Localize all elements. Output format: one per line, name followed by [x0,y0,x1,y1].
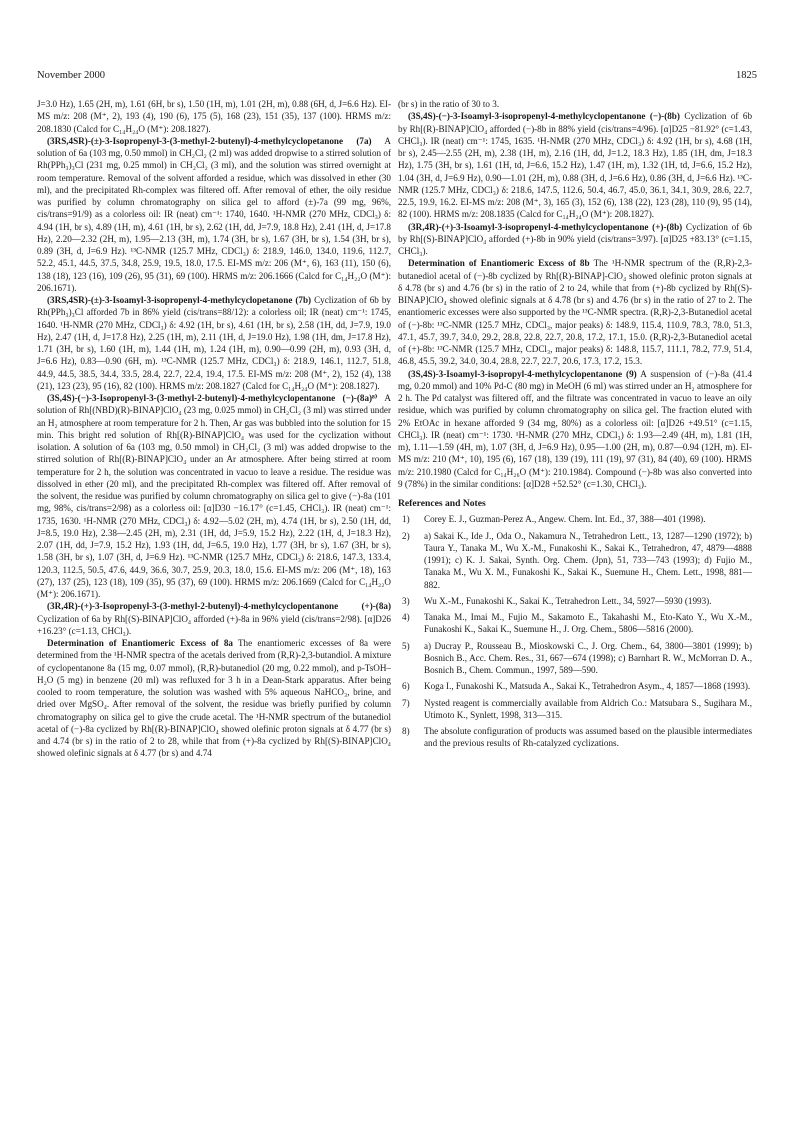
reference-number: 1) [402,514,410,525]
compound-heading: (3S,4S)-(−)-3-Isopropenyl-3-(3-methyl-2-butenyl)-4-methylcyclopentanone (−)-(8a)⁸⁾ [47,393,378,403]
left-column [37,98,391,760]
paragraph-text: Cyclization of 6a by Rh[(S)-BINAP]ClO₄ afforded (+)-8a in 96% yield (cis/trans=2/98). [α]D26 +16.23° (c=1.13, CHCl₃). [37,613,391,636]
reference-text: The absolute configuration of products was assumed based on the plausible intermediates and the previous results of Rh-catalyzed cyclizations. [424,726,752,749]
reference-number: 3) [402,595,410,606]
paragraph-text: Cyclization of 6b by Rh(PPh₃)₃Cl afforded 7b in 86% yield (cis/trans=88/12): a colorless oil; IR (neat) cm⁻¹: 1745, 1640. ¹H-NMR (270 MHz, CDCl₃) δ: 4.92 (1H, br s), 4.61 (1H, br s), 2.58 (1H, dd, J=7.9, 19.0 Hz), 2.47 (1H, d, J=17.8 Hz), 2.25 (1H, m), 2.11 (1H, d, J=19.0 Hz), 1.98 (1H, dm, J=17.8 Hz), 1.71 (3H, br s), 1.60 (1H, m), 1.44 (1H, m), 1.24 (1H, m), 0.90—0.99 (2H, m), 0.93 (3H, d, J=6.6 Hz), 0.83—0.90 (6H, m). ¹³C-NMR (125.7 MHz, CDCl₃) δ: 218.9, 146.1, 112.7, 51.8, 44.9, 44.5, 38.5, 34.4, 33.5, 28.4, 22.7, 22.4, 19.4, 17.5. EI-MS m/z: 208 (M⁺, 2), 152 (4), 138 (21), 123 (23), 95 (16), 82 (100). HRMS m/z: 208.1827 (Calcd for C₁₄H₂₄O (M⁺): 208.1827). [37,295,391,391]
paragraph-text: Cyclization of 6b by Rh[(S)-BINAP]ClO₄ afforded (+)-8b in 90% yield (cis/trans=3/97). [α]D25 +83.13° (c=1.15, CHCl₃). [398,221,752,256]
paragraph-text: A solution of 6a (103 mg, 0.50 mmol) in CH₂Cl₂ (2 ml) was added dropwise to a stirred solution of Rh(PPh₃)₃Cl (231 mg, 0.25 mmol) in CH₂Cl₂ (3 ml), and the solution was stirred overnight at room temperature. Removal of the solvent afforded a residue, which was dissolved in ether (30 ml), and the precipitated Rh-complex was filtered off. After removal of ether, the oily residue was purified by column chromatography on silica gel to afford (±)-7a (99 mg, 96%, cis/trans=91/9) as a colorless oil: IR (neat) cm⁻¹: 1740, 1640. ¹H-NMR (270 MHz, CDCl₃) δ: 4.94 (1H, br s), 4.89 (1H, m), 4.61 (1H, br s), 2.62 (1H, dd, J=7.9, 18.8 Hz), 2.41 (1H, d, J=17.8 Hz), 2.20—2.32 (2H, m), 1.95—2.13 (3H, m), 1.74 (3H, br s), 1.67 (3H, br s), 1.54 (3H, br s), 0.89 (3H, d, J=6.9 Hz). ¹³C-NMR (125.7 MHz, CDCl₃) δ: 218.9, 146.0, 134.0, 119.6, 112.7, 52.2, 45.1, 44.5, 37.5, 34.8, 25.9, 19.5, 18.0, 17.5. EI-MS m/z: 206 (M⁺, 6), 163 (11), 150 (6), 138 (18), 123 (16), 109 (26), 95 (31), 69 (100). HRMS m/z: 206.1666 (Calcd for C₁₄H₂₂O (M⁺): 206.1671). [37,135,391,293]
right-column [398,98,752,754]
paragraph-continuation [398,98,752,110]
reference-item [398,513,752,525]
compound-plus-8b-paragraph [398,221,752,258]
reference-item [398,725,752,750]
reference-item [398,697,752,722]
paragraph-text: The ¹H-NMR spectrum of the (R,R)-2,3-butanediol acetal of (−)-8b cyclized by Rh[(R)-BINAP]-ClO₄ showed olefinic proton signals at δ 4.78 (br s) and 4.76 (br s) in the ratio of 2 to 24, while that from (+)-8b cyclized by Rh[(S)-BINAP]ClO₄ showed olefinic signals at δ 4.78 (br s) and 4.76 (br s) in the ratio of 27 to 2. The enantiomeric excesses were also supported by the ¹³C-NMR spectra. (R,R)-2,3-Butanediol acetal of (−)-8b: ¹³C-NMR (125.7 MHz, CDCl₃, major peaks) δ: 148.9, 115.4, 110.9, 78.3, 78.0, 51.3, 47.1, 45.7, 39.7, 34.0, 29.2, 28.8, 22.8, 22.7, 20.8, 17.2, 17.1, 15.0. (R,R)-2,3-Butanediol acetal of (+)-8b: ¹³C-NMR (125.7 MHz, CDCl₃, major peaks) δ: 148.8, 115.7, 111.1, 78.2, 77.9, 51.4, 46.8, 45.5, 39.2, 34.0, 30.4, 28.8, 22.7, 22.7, 20.6, 17.3, 17.2, 15.3. [398,258,752,367]
reference-number: 7) [402,697,410,708]
reference-text: Tanaka M., Imai M., Fujio M., Sakamoto E., Takahashi M., Eto-Kato Y., Wu X.-M., Funakoshi K., Sakai K., Suemune H., J. Org. Chem., 5806—5816 (2000). [424,612,752,635]
reference-text: a) Ducray P., Rousseau B., Mioskowski C., J. Org. Chem., 64, 3800—3801 (1999); b) Bosnich B., Acc. Chem. Res., 31, 667—674 (1998); c) Barnhart R. W., McMorran D. A., Bosnich B., Chem. Commun., 1997, 589—590. [424,640,752,675]
section-heading: Determination of Enantiomeric Excess of 8a [47,638,233,648]
reference-item [398,530,752,591]
page-number: 1825 [736,70,757,81]
compound-heading: (3S,4S)-(−)-3-Isoamyl-3-isopropenyl-4-methylcyclopentanone (−)-(8b) [408,111,680,122]
reference-text: Wu X.-M., Funakoshi K., Sakai K., Tetrahedron Lett., 34, 5927—5930 (1993). [424,595,712,606]
ee-8a-paragraph [37,637,391,760]
paragraph-continuation [37,98,391,135]
paragraph-text: J=3.0 Hz), 1.65 (2H, m), 1.61 (6H, br s), 1.50 (1H, m), 1.01 (2H, m), 0.88 (6H, d, J=6.6 Hz). EI-MS m/z: 208 (M⁺, 2), 193 (4), 190 (6), 175 (5), 168 (23), 151 (35), 137 (100). HRMS m/z: 208.1830 (Calcd for C₁₄H₂₄O (M⁺): 208.1827). [37,99,391,134]
paragraph-text: (br s) in the ratio of 30 to 3. [398,99,500,109]
compound-minus-8a-paragraph [37,392,391,600]
reference-number: 4) [402,612,410,622]
compound-7b-paragraph [37,294,391,392]
reference-number: 2) [402,530,410,541]
compound-heading: (3S,4S)-3-Isoamyl-3-isopropyl-4-methylcyclopentanone (9) [408,368,637,379]
reference-item [398,611,752,636]
reference-item [398,595,752,607]
reference-number: 5) [402,640,410,651]
paragraph-text: The enantiomeric excesses of 8a were determined from the ¹H-NMR spectra of the acetals derived from (R,R)-2,3-butandiol. A mixture of cyclopentanone 8a (15 mg, 0.07 mmol), (R,R)-butanediol (20 mg, 0.22 mmol), and p-TsOH–H₂O (5 mg) in benzene (20 ml) was refluxed for 3 h in a Dean-Stark apparatus. After being cooled to room temperature, the solution was washed with 5% aqueous NaHCO₃, brine, and dried over MgSO₄. After removal of the solvent, the residue was briefly purified by column chromatography on silica gel to give the crude acetal. The ¹H-NMR spectrum of the butanediol acetal of (−)-8a cyclized by Rh[(R)-BINAP]ClO₄ showed olefinic proton signals at δ 4.77 (br s) and 4.74 (br s) in the ratio of 2 to 28, while that from (+)-8a cyclized by Rh[(S)-BINAP]ClO₄ showed olefinic signals at δ 4.77 (br s) and 4.74 [37,638,391,759]
compound-heading: (3R,4R)-(+)-3-Isoamyl-3-isopropenyl-4-methylcyclopentanone (+)-(8b) [408,221,683,232]
paragraph-text: A suspension of (−)-8a (41.4 mg, 0.20 mmol) and 10% Pd-C (80 mg) in MeOH (6 ml) was stirred under an H₂ atmosphere for 2 h. The Pd catalyst was filtered off, and the filtrate was concentrated in vacuo to leave an oily residue, which was purified by column chromatography on silica gel. The fraction eluted with 2% EtOAc in hexane afforded 9 (34 mg, 80%) as a colorless oil: [α]D26 +49.51° (c=1.15, CHCl₃). IR (neat) cm⁻¹: 1730. ¹H-NMR (270 MHz, CDCl₃) δ: 1.93—2.49 (4H, m), 1.81 (1H, m), 1.11—1.59 (4H, m), 1.07 (3H, d, J=6.9 Hz), 0.95—1.00 (2H, m), 0.87—0.94 (12H, m). EI-MS m/z: 210 (M⁺, 10), 195 (6), 167 (18), 139 (19), 111 (19), 97 (31), 84 (40), 69 (100). HRMS m/z: 210.1980 (Calcd for C₁₄H₂₆O (M⁺): 210.1984). Compound (−)-8b was also converted into 9 (78%) in the similar conditions: [α]D28 +52.52° (c=1.30, CHCl₃). [398,368,753,489]
reference-number: 6) [402,681,410,692]
compound-heading: (3RS,4SR)-(±)-3-Isopropenyl-3-(3-methyl-2-butenyl)-4-methylcyclopetanone (7a) [47,135,372,146]
compound-9-paragraph [398,368,752,491]
page-header [37,70,757,84]
references-list [398,513,752,749]
compound-minus-8b-paragraph [398,110,752,220]
section-heading: Determination of Enantiomeric Excess of 8b [408,258,590,269]
paragraph-text: A solution of Rh[(NBD)(R)-BINAP]ClO₄ (23 mg, 0.025 mmol) in CH₂Cl₂ (3 ml) was stirred under an H₂ atmosphere at room temperature for 2 h. Then, Ar gas was bubbled into the solution for 15 min. This bright red solution of Rh[(R)-BINAP]ClO₄ was used for the cyclization without isolation. A solution of 6a (103 mg, 0.50 mmol) in CH₂Cl₂ (3 ml) was added dropwise to the stirred solution of Rh[(R)-BINAP]ClO₄ under an Ar atmosphere. After being stirred at room temperature for 2 h, the solution was concentrated in vacuo to leave a residue. The residue was dissolved in ether (20 ml), and the precipitated Rh-complex was filtered off. After removal of the solvent, the residue was purified by column chromatography on silica gel to give (−)-8a (101 mg, 98%, cis/trans=2/98) as a colorless oil: [α]D30 −16.17° (c=1.45, CHCl₃). IR (neat) cm⁻¹: 1735, 1630. ¹H-NMR (270 MHz, CDCl₃) δ: 4.92—5.02 (2H, m), 4.74 (1H, br s), 2.50 (1H, dd, J=8.5, 19.0 Hz), 2.38—2.45 (2H, m), 2.31 (1H, dd, J=5.9, 15.2 Hz), 2.22 (1H, d, J=18.3 Hz), 2.07 (1H, dd, J=7.9, 15.2 Hz), 1.93 (1H, dd, J=6.5, 19.0 Hz), 1.77 (3H, br s), 1.67 (3H, br s), 1.58 (3H, br s), 1.07 (3H, d, J=6.9 Hz). ¹³C-NMR (125.7 MHz, CDCl₃) δ: 218.6, 147.3, 133.4, 120.3, 112.5, 50.5, 47.6, 44.9, 36.6, 30.7, 25.9, 20.3, 18.0, 15.6. EI-MS m/z: 206 (M⁺, 18), 163 (27), 137 (25), 123 (18), 109 (35), 95 (37), 69 (100). HRMS m/z: 206.1669 (Calcd for C₁₄H₂₂O (M⁺): 206.1671). [37,393,392,599]
references-heading: References and Notes [398,498,486,509]
compound-7a-paragraph [37,135,391,294]
reference-item [398,640,752,677]
paragraph-text: Cyclization of 6b by Rh[(R)-BINAP]ClO₄ afforded (−)-8b in 88% yield (cis/trans=4/96). [α]D25 −81.92° (c=1.43, CHCl₃). IR (neat) cm⁻¹: 1745, 1635. ¹H-NMR (270 MHz, CDCl₃) δ: 4.92 (1H, br s), 4.68 (1H, br s), 2.45—2.55 (2H, m), 2.38 (1H, m), 2.16 (1H, dd, J=1.2, 18.3 Hz), 1.85 (1H, dm, J=18.3 Hz), 1.75 (3H, br s), 1.61 (1H, td, J=6.6, 15.2 Hz), 1.47 (1H, m), 1.32 (1H, td, J=6.6, 15.2 Hz), 1.04 (3H, d, J=6.9 Hz), 0.90—1.01 (2H, m), 0.88 (3H, d, J=6.6 Hz), 0.86 (3H, d, J=6.6 Hz). ¹³C-NMR (125.7 MHz, CDCl₃) δ: 218.6, 147.5, 112.6, 50.4, 46.7, 45.0, 36.1, 34.1, 30.9, 28.6, 22.7, 22.5, 19.9, 16.2. EI-MS m/z: 208 (M⁺, 3), 165 (3), 152 (6), 138 (22), 123 (28), 110 (9), 95 (14), 82 (100). HRMS m/z: 208.1835 (Calcd for C₁₄H₂₄O (M⁺): 208.1827). [398,111,753,220]
compound-heading: (3RS,4SR)-(±)-3-Isoamyl-3-isopropenyl-4-methylcyclopetanone (7b) [47,295,312,305]
reference-item [398,680,752,692]
reference-text: Koga I., Funakoshi K., Matsuda A., Sakai K., Tetrahedron Asym., 4, 1857—1868 (1993). [424,681,751,692]
ee-8b-paragraph [398,257,752,367]
reference-text: a) Sakai K., Ide J., Oda O., Nakamura N., Tetrahedron Lett., 13, 1287—1290 (1972); b) Taura Y., Tanaka M., Wu X.-M., Funakoshi K., Sakai K., Tetrahedron, 47, 4879—4888 (1991); c) K. J. Sakai, Synth. Org. Chem. (Jpn), 51, 733—743 (1993); d) Fujio M., Tanaka M., Wu X. M., Funakoshi K., Sakai K., Suemune H., Chem. Lett., 1998, 881—882. [424,530,752,590]
compound-heading: (3R,4R)-(+)-3-Isopropenyl-3-(3-methyl-2-butenyl)-4-methylcyclopentanone (+)-(8a) [47,601,391,612]
issue-date: November 2000 [37,70,105,81]
compound-plus-8a-paragraph [37,600,391,637]
reference-text: Corey E. J., Guzman-Perez A., Angew. Chem. Int. Ed., 37, 388—401 (1998). [424,514,706,525]
reference-number: 8) [402,726,410,736]
reference-text: Nysted reagent is commercially available from Aldrich Co.: Matsubara S., Sugihara M., Utimoto K., Synlett, 1998, 313—315. [424,697,752,720]
